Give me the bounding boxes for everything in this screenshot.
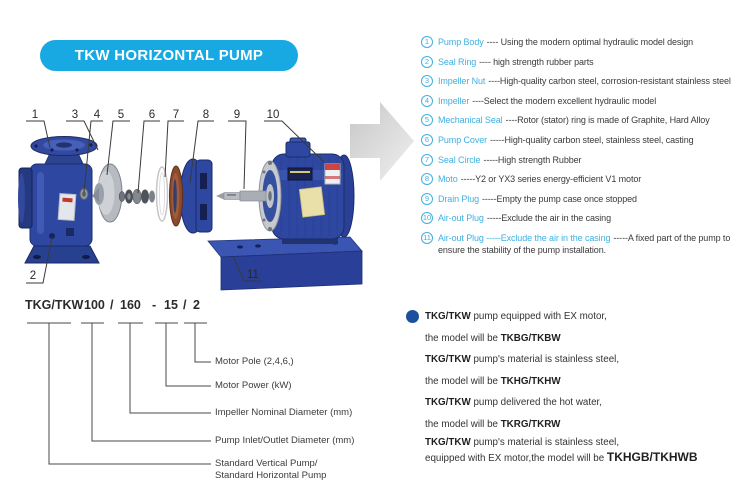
- part-number-badge: 8: [421, 173, 433, 185]
- part-name: Seal Circle: [438, 154, 481, 165]
- parts-list-item: [421, 212, 756, 224]
- part-description: ----Select the modern excellent hydraulic model: [472, 95, 657, 106]
- part-number-badge: 1: [421, 36, 433, 48]
- direction-arrow-icon: [350, 102, 414, 181]
- variant-note: [425, 306, 698, 349]
- part-description: -----Exclude the air in the casing: [486, 213, 611, 224]
- model-code-segment: -: [152, 298, 157, 312]
- part-number-badge: 6: [421, 134, 433, 146]
- parts-list-item: [421, 134, 756, 146]
- part-number-badge: 11: [421, 232, 433, 244]
- part-description: ----High-quality carbon steel, corrosion-resistant stainless steel: [488, 76, 731, 87]
- label-line: Motor Pole (2,4,6,): [215, 356, 294, 367]
- nomenclature-label-pump-type: [215, 458, 326, 482]
- callout-number: 6: [148, 109, 156, 121]
- parts-list-item: [421, 95, 756, 107]
- part-name: Pump Cover: [438, 134, 488, 145]
- label-line: Standard Vertical Pump/: [215, 458, 318, 469]
- part-name: Pump Body: [438, 37, 484, 47]
- nomenclature-label-inlet-outlet: [215, 435, 354, 447]
- model-code-segment: /: [110, 298, 114, 312]
- variant-note: [425, 392, 698, 435]
- part-description: -----Y2 or YX3 series energy-efficient V1 motor: [460, 174, 642, 185]
- label-line: Impeller Nominal Diameter (mm): [215, 407, 353, 418]
- note-text: pump's material is stainless steel,: [470, 437, 620, 448]
- part-number-badge: 9: [421, 193, 433, 205]
- note-bullet-icon: [406, 310, 419, 323]
- note-text: the model will be: [425, 332, 501, 344]
- callout-number: 1: [31, 109, 39, 121]
- motor-shaft: [216, 191, 266, 201]
- note-text: pump equipped with EX motor,: [470, 311, 607, 322]
- model-variant-notes: [425, 306, 698, 466]
- note-text: pump delivered the hot water,: [470, 397, 602, 408]
- model-code-segment: 160: [120, 298, 141, 312]
- base-plate: [208, 237, 362, 290]
- model-code-segment: TKG/TKW: [25, 298, 84, 312]
- callout-number: 9: [233, 109, 241, 121]
- motor: [259, 138, 354, 244]
- callout-number: 3: [71, 109, 79, 121]
- label-line: Standard Horizontal Pump: [215, 470, 327, 481]
- callout-number: 8: [202, 109, 210, 121]
- page-title: TKW HORIZONTAL PUMP: [74, 47, 264, 64]
- part-number-badge: 7: [421, 154, 433, 166]
- title-banner: [40, 40, 298, 71]
- part-name: Moto: [438, 174, 458, 185]
- note-lead: TKG/TKW: [425, 437, 471, 448]
- nomenclature-label-impeller-diameter: [215, 407, 352, 419]
- part-description: -----High strength Rubber: [483, 154, 582, 165]
- variant-note: [425, 349, 698, 392]
- parts-list-item: [421, 36, 756, 48]
- nomenclature-lines: [27, 323, 211, 464]
- part-name: Impeller: [438, 95, 470, 106]
- note-model-code: TKRG/TKRW: [500, 418, 561, 430]
- part-number-badge: 4: [421, 95, 433, 107]
- note-lead: TKG/TKW: [425, 354, 471, 365]
- part-number-badge: 3: [421, 75, 433, 87]
- callout-number: 7: [172, 109, 180, 121]
- parts-list: [421, 36, 756, 264]
- parts-list-item: [421, 173, 756, 185]
- nomenclature-label-motor-power: [215, 380, 292, 392]
- note-lead: TKG/TKW: [425, 397, 471, 408]
- part-name: Air-out Plug: [438, 213, 484, 224]
- part-description: ---- Using the modern optimal hydraulic model design: [486, 37, 694, 47]
- part-name: Impeller Nut: [438, 76, 486, 87]
- label-line: Motor Power (kW): [215, 380, 292, 391]
- parts-list-item: [421, 75, 756, 87]
- model-code-segment: 15: [164, 298, 178, 312]
- callout-number: 2: [29, 270, 37, 282]
- parts-list-item: [421, 56, 756, 68]
- part-number-badge: 10: [422, 213, 432, 223]
- part-number-badge: 2: [421, 56, 433, 68]
- label-line: Pump Inlet/Outlet Diameter (mm): [215, 435, 355, 446]
- pump-exploded-diagram: [18, 109, 362, 290]
- pump-cover: [170, 159, 213, 233]
- part-number-badge: 5: [421, 114, 433, 126]
- pump-body: [18, 137, 99, 264]
- note-text: the model will be: [425, 375, 501, 387]
- mechanical-seal-parts: [119, 189, 155, 203]
- part-description: -----A fixed part of the pump to ensure the stability of the pump installation.: [438, 232, 731, 255]
- part-description: ---- high strength rubber parts: [479, 56, 594, 67]
- parts-list-item: [421, 154, 756, 166]
- nomenclature-label-motor-pole: [215, 356, 294, 368]
- parts-list-item: [421, 232, 756, 256]
- seal-ring-gasket: [157, 167, 168, 221]
- parts-list-item: [421, 114, 756, 126]
- model-code-segment: 100: [84, 298, 105, 312]
- note-text: equipped with EX motor,the model will be: [425, 453, 607, 464]
- model-code-segment: 2: [193, 298, 200, 312]
- part-name: Seal Ring: [438, 56, 477, 67]
- callout-number: 5: [117, 109, 125, 121]
- note-model-code: TKHG/TKHW: [500, 375, 561, 387]
- note-model-code: TKBG/TKBW: [500, 332, 561, 344]
- part-description: -----High-quality carbon steel, stainless steel, casting: [490, 134, 694, 145]
- variant-note: [425, 435, 698, 466]
- callout-number: 11: [247, 269, 259, 281]
- part-name: Mechanical Seal: [438, 115, 503, 126]
- part-description: ----Rotor (stator) ring is made of Graphite, Hard Alloy: [505, 115, 710, 126]
- model-code-segment: /: [183, 298, 187, 312]
- callout-number: 4: [93, 109, 101, 121]
- note-lead: TKG/TKW: [425, 311, 471, 322]
- part-description: -----Empty the pump case once stopped: [482, 193, 637, 204]
- callout-number: 10: [266, 109, 280, 121]
- parts-list-item: [421, 193, 756, 205]
- part-name: Air-out Plug -----Exclude the air in the casing: [438, 232, 611, 243]
- note-text: pump's material is stainless steel,: [470, 354, 620, 365]
- note-text: the model will be: [425, 418, 501, 430]
- part-name: Drain Plug: [438, 193, 480, 204]
- note-model-code: TKHGB/TKHWB: [606, 450, 698, 464]
